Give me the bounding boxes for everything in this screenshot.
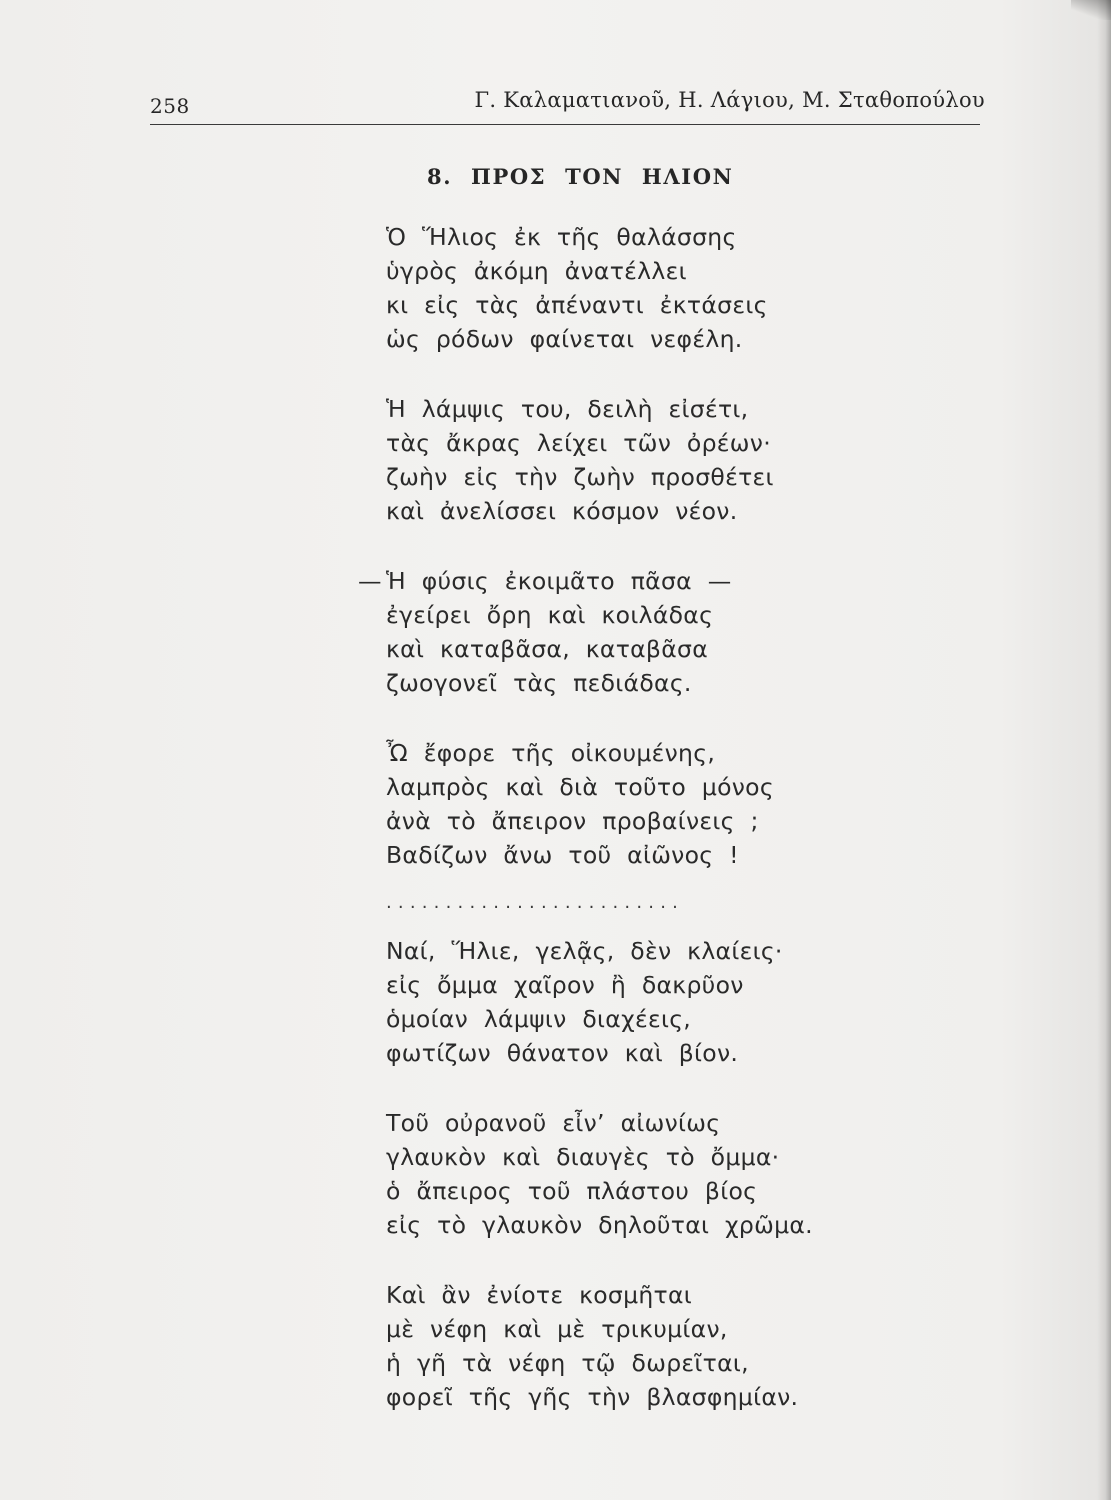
poem-line-with-dash	[358, 564, 813, 598]
poem-line: Ναί, Ἥλιε, γελᾷς, δὲν κλαίεις·	[386, 937, 783, 965]
stanza-4	[386, 736, 813, 872]
poem-line: εἰς τὸ γλαυκὸν δηλοῦται χρῶμα.	[386, 1211, 813, 1239]
poem-line: κι εἰς τὰς ἀπέναντι ἐκτάσεις	[386, 291, 768, 319]
stanza-1	[386, 220, 813, 356]
stanza-2	[386, 392, 813, 528]
poem-line: ὡς ρόδων φαίνεται νεφέλη.	[386, 325, 743, 353]
stanza-7	[386, 1278, 813, 1414]
ellipsis-row: .........................	[386, 892, 685, 913]
stanza-5	[386, 934, 813, 1070]
poem-line: Ὦ ἔφορε τῆς οἰκουμένης,	[386, 739, 716, 767]
poem-line: λαμπρὸς καὶ διὰ τοῦτο μόνος	[386, 773, 774, 801]
poem-line: Καὶ ἂν ἐνίοτε κοσμῆται	[386, 1281, 693, 1309]
page-binding-shadow	[1097, 0, 1111, 1500]
page-number: 258	[150, 94, 190, 118]
poem-line: ὁμοίαν λάμψιν διαχέεις,	[386, 1005, 692, 1033]
leading-dash: —	[358, 567, 382, 595]
poem-line: Τοῦ οὐρανοῦ εἶν’ αἰωνίως	[386, 1109, 721, 1137]
running-head-authors: Γ. Καλαματιανοῦ, Η. Λάγιου, Μ. Σταθοπούλου	[474, 88, 985, 112]
poem-line: ἐγείρει ὄρη καὶ κοιλάδας	[386, 601, 714, 629]
poem-title: 8. ΠΡΟΣ ΤΟΝ ΗΛΙΟΝ	[427, 164, 734, 189]
poem-line: ζωογονεῖ τὰς πεδιάδας.	[386, 669, 692, 697]
header-rule	[150, 124, 980, 125]
poem-line: εἰς ὄμμα χαῖρον ἢ δακρῦον	[386, 971, 744, 999]
poem-line: ἀνὰ τὸ ἄπειρον προβαίνεις ;	[386, 807, 759, 835]
poem-line: φωτίζων θάνατον καὶ βίον.	[386, 1039, 739, 1067]
poem-line: Βαδίζων ἄνω τοῦ αἰῶνος !	[386, 841, 739, 869]
poem-line: ἡ γῆ τὰ νέφη τῷ δωρεῖται,	[386, 1349, 749, 1377]
page-corner-shadow	[1071, 0, 1111, 20]
poem-line: τὰς ἄκρας λείχει τῶν ὀρέων·	[386, 429, 771, 457]
poem-line: ζωὴν εἰς τὴν ζωὴν προσθέτει	[386, 463, 774, 491]
poem-line: καὶ καταβᾶσα, καταβᾶσα	[386, 635, 709, 663]
poem-line: ὁ ἄπειρος τοῦ πλάστου βίος	[386, 1177, 758, 1205]
poem-line: γλαυκὸν καὶ διαυγὲς τὸ ὄμμα·	[386, 1143, 780, 1171]
poem-line: φορεῖ τῆς γῆς τὴν βλασφημίαν.	[386, 1383, 799, 1411]
stanza-3	[358, 564, 813, 700]
poem-line: καὶ ἀνελίσσει κόσμον νέον.	[386, 497, 738, 525]
poem-line: Ἡ λάμψις του, δειλὴ εἰσέτι,	[386, 395, 749, 423]
stanza-6	[386, 1106, 813, 1242]
poem-line: μὲ νέφη καὶ μὲ τρικυμίαν,	[386, 1315, 728, 1343]
poem-line: ὑγρὸς ἀκόμη ἀνατέλλει	[386, 257, 687, 285]
poem-line-text: Ἡ φύσις ἐκοιμᾶτο πᾶσα —	[386, 567, 732, 595]
poem-line: Ὁ Ἥλιος ἐκ τῆς θαλάσσης	[386, 223, 737, 251]
poem-body	[358, 220, 813, 1450]
running-head	[150, 88, 985, 122]
